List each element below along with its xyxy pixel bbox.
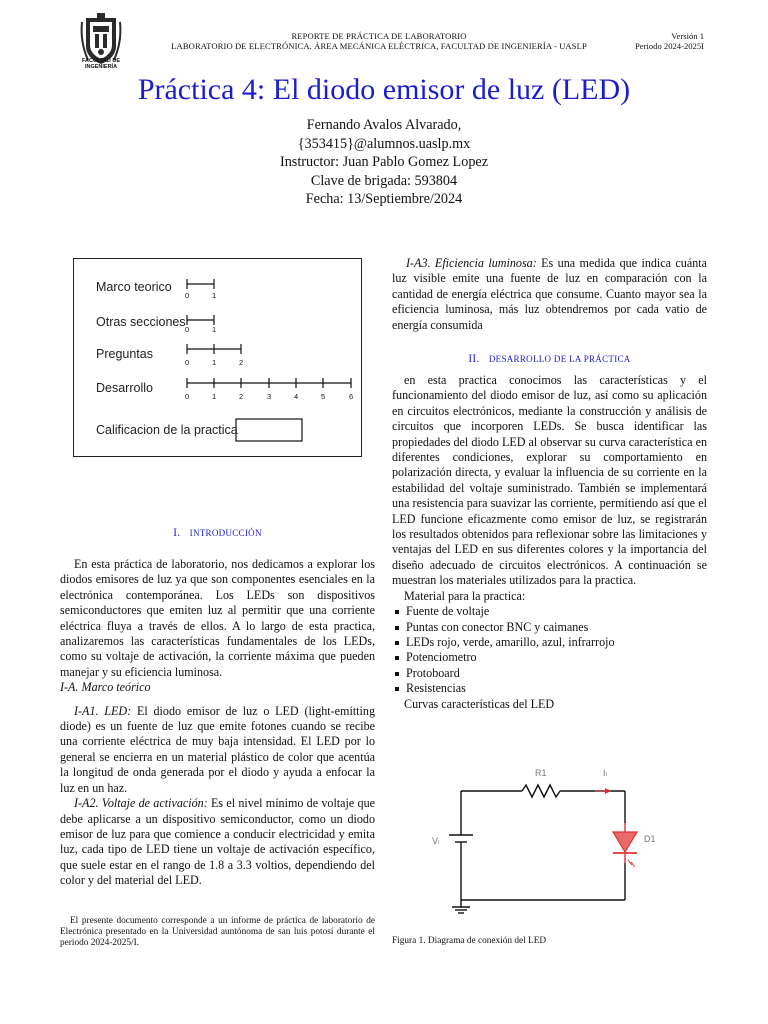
tick-label: 3	[267, 392, 272, 401]
list-item: LEDs rojo, verde, amarillo, azul, infrarrojo	[392, 635, 707, 650]
footnote: El presente documento corresponde a un informe de práctica de laboratorio de Electrónica presentado en la Universidad auntónoma de san luis potosí durante el periodo 2024-2025/I.	[60, 916, 375, 949]
list-item: Resistencias	[392, 681, 707, 696]
tick-label: 4	[294, 392, 299, 401]
tick-label: 6	[349, 392, 354, 401]
header-line-1: REPORTE DE PRÁCTICA DE LABORATORIO	[291, 31, 467, 41]
date: Fecha: 13/Septiembre/2024	[305, 191, 463, 208]
intro-body	[60, 557, 375, 889]
dev-paragraph: en esta practica conocimos las características y el funcionamiento del diodo emisor de luz, así como su aplicación en circuitos electrónicos, mediante la construcción y análisis de circuitos que incorporen LEDs. Se busca identificar las propiedades del diodo LED al observar su curva característica en diferentes condiciones, explorar su comportamiento en polarización directa, y evaluar la influencia de su corriente en la estabilidad del voltaje suministrado. También se implementará una resistencia para suavizar las corriente, permitiendo así que el LED funcione eficazmente como emisor de luz, se registrarán los resultados obtenidos para reflexionar sobre las limitaciones y ventajas del LED en sus diferentes colores y la importancia del diseño adecuado de circuitos electrónicos. A continuación se muestran los materiales utilizados para la practica.	[392, 373, 707, 588]
section-heading-dev	[392, 353, 707, 365]
paragraph-voltaje	[60, 796, 375, 888]
list-item: Potenciometro	[392, 650, 707, 665]
materials-list	[392, 604, 707, 696]
tick-label: 0	[185, 392, 190, 401]
paragraph-led	[60, 704, 375, 796]
current-label: Iₗ	[603, 768, 607, 778]
period-label: Periodo 2024-2025I	[635, 41, 704, 51]
section-title: INTRODUCCIÓN	[189, 528, 262, 538]
report-header	[140, 31, 618, 51]
tick-label: 1	[212, 325, 217, 334]
instructor: Instructor: Juan Pablo Gomez Lopez	[279, 154, 489, 171]
logo-caption: FACULTAD DE INGENIERÍA	[82, 58, 120, 70]
grade-label-preguntas: Preguntas	[96, 347, 153, 361]
grade-label-final: Calificacion de la practica	[96, 423, 238, 437]
version-block	[600, 31, 704, 51]
paragraph-eficiencia	[392, 256, 707, 333]
brigade-key: Clave de brigada: 593804	[310, 172, 458, 189]
led-circuit-diagram	[425, 760, 675, 920]
section-heading-intro	[60, 527, 375, 539]
section-number: II.	[468, 353, 480, 365]
subsection-heading: I-A. Marco teórico	[60, 680, 151, 695]
term-text: Es el nivel mínimo de voltaje que debe aplicarse a un dispositivo semiconductor, como un diodo emisor de luz para que comience a conducir electricidad y emita luz, cada tipo de LED tiene un voltaje de activación específico, que suele estar en el rango de 1.8 a 3.3 voltios, dependiendo del color y del material del LED.	[60, 796, 375, 888]
tick-label: 0	[185, 291, 190, 300]
tick-label: 0	[185, 325, 190, 334]
grade-label-desarrollo: Desarrollo	[96, 381, 153, 395]
list-item: Fuente de voltaje	[392, 604, 707, 619]
tick-label: 2	[239, 392, 244, 401]
resistor-r1	[522, 785, 560, 797]
tick-label: 1	[212, 392, 217, 401]
grade-label-marco: Marco teorico	[96, 280, 172, 294]
led-d1	[613, 823, 637, 867]
final-grade-field	[236, 419, 302, 441]
list-item: Puntas con conector BNC y caimanes	[392, 620, 707, 635]
materials-label: Material para la practica:	[404, 588, 526, 603]
author-name: Fernando Avalos Alvarado,	[306, 117, 462, 133]
list-item: Protoboard	[392, 666, 707, 681]
section-number: I.	[173, 527, 181, 539]
tick-label: 0	[185, 358, 190, 367]
term-label: I-A3. Eficiencia luminosa:	[406, 256, 537, 270]
curves-label: Curvas características del LED	[404, 696, 555, 711]
term-text: Es una medida que indica cuánta luz visible emite una fuente de luz en comparación con la cantidad de energía eléctrica que consume. Cuanto mayor sea la eficiencia luminosa, más luz obtendremos por cada vatio de energía consumida	[392, 256, 707, 332]
intro-paragraph: En esta práctica de laboratorio, nos dedicamos a explorar los diodos emisores de luz ya que son componentes esenciales en la electrónica contemporánea. Los LEDs son dispositivos semiconductores que emiten luz al permitir que una corriente eléctrica fluya a través de ellos. A lo largo de esta practica, analizaremos las características fundamentales de los LEDs, como su voltaje de activación, la corriente máxima que pueden manejar y su eficiencia luminosa.	[60, 557, 375, 679]
tick-label: 5	[321, 392, 326, 401]
author-block	[0, 116, 768, 209]
author-email: {353415}@alumnos.uaslp.mx	[297, 135, 471, 152]
dev-body	[392, 373, 707, 712]
figure-caption: Figura 1. Diagrama de conexión del LED	[392, 936, 547, 946]
header-line-2: LABORATORIO DE ELECTRÓNICA. ÁREA MECÁNICA ELÉCTRICA, FACULTAD DE INGENIERÍA - UASLP	[171, 41, 587, 51]
voltage-source-label: Vₗ	[432, 836, 440, 846]
term-label: I-A2. Voltaje de activación:	[74, 796, 208, 811]
tick-label: 1	[212, 358, 217, 367]
version-label: Versión 1	[671, 31, 704, 41]
grade-label-otras: Otras secciones	[96, 315, 186, 329]
d1-label: D1	[644, 834, 656, 844]
tick-label: 2	[239, 358, 244, 367]
r1-label: R1	[535, 768, 547, 778]
term-text: El diodo emisor de luz o LED (light-emitting diode) es un fuente de luz que emite fotones cuando se recibe una corriente eléctrica de muy baja intensidad. El LED por lo general se encierra en un material plástico de color que acentúa la longitud de onda generada por el diodo y ayuda a enfocar la luz en un haz.	[60, 703, 375, 795]
tick-label: 1	[212, 291, 217, 300]
term-label: I-A1. LED:	[74, 703, 132, 718]
page-title: Práctica 4: El diodo emisor de luz (LED)	[137, 73, 631, 106]
section-title: DESARROLLO DE LA PRÁCTICA	[488, 354, 631, 364]
